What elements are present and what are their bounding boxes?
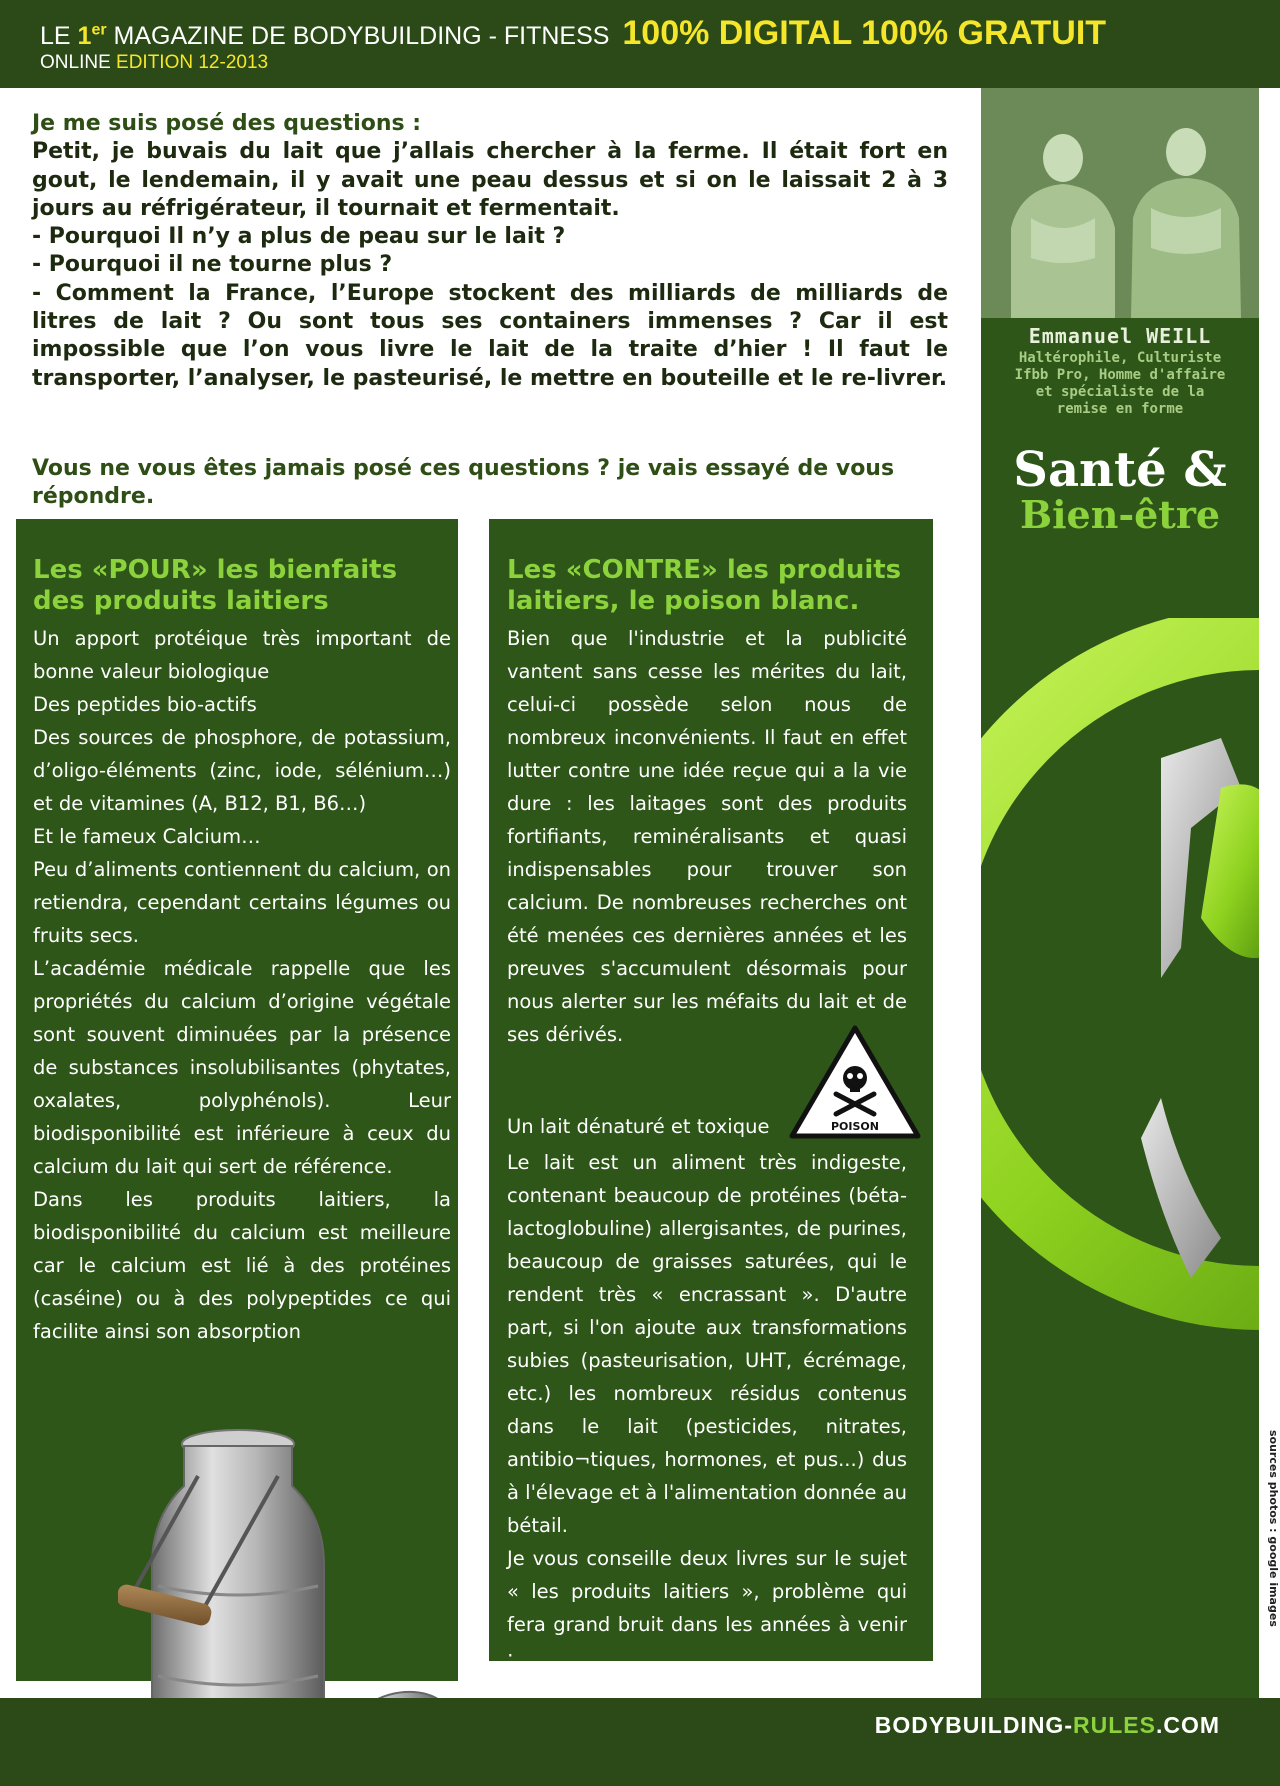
pour-paragraph: Dans les produits laitiers, la biodisponibilité du calcium est meilleure car le calcium est lié à des protéines (caséine) ou à des polypeptides ce qui facilite ainsi son absorption: [33, 1188, 451, 1343]
site-prefix: BODYBUILDING-: [874, 1712, 1073, 1738]
edition-number: EDITION 12-2013: [116, 52, 269, 73]
decorative-ring-icon: [981, 618, 1259, 1378]
author-desc-line: et spécialiste de la: [1035, 384, 1205, 400]
contre-books-paragraph: Je vous conseille deux livres sur le sujet « les produits laitiers », problème qui fera grand bruit dans les années à venir :: [507, 1547, 907, 1669]
pour-body: [33, 622, 451, 1348]
contre-intro: Bien que l'industrie et la publicité vantent sans cesse les mérites du lait, celui-ci possède selon nous de nombreux inconvénients. Il faut en effet lutter contre une idée reçue qui a la vie dure : les laitages sont des produits fortifiants, reminéralisants et quasi indispensables pour trouver son calcium. De nombreuses recherches ont été menées ces dernières années et les preuves s'accumulent désormais pour nous alerter sur les méfaits du lait et de ses dérivés.: [507, 627, 907, 1046]
edition-line: [40, 52, 268, 74]
tagline-highlight: 100% DIGITAL 100% GRATUIT: [622, 14, 1107, 52]
pour-paragraph: L’académie médicale rappelle que les propriétés du calcium d’origine végétale sont souvent diminuées par la présence de substances insolubilisantes (phytates, oxalates, polyphénols). Leur biodisponibilité est inférieure à ceux du calcium du lait qui sert de référence.: [33, 957, 451, 1178]
author-name: Emmanuel WEILL: [1028, 324, 1212, 348]
pour-paragraph: Peu d’aliments contiennent du calcium, on retiendra, cependant certains légumes ou fruits secs.: [33, 858, 451, 947]
section-subtitle: Bien-être: [1019, 492, 1221, 537]
right-sidebar: [981, 88, 1259, 1698]
site-suffix: .COM: [1155, 1712, 1220, 1738]
tagline-prefix: LE: [40, 22, 71, 50]
contre-title: Les «CONTRE» les produits laitiers, le poison blanc.: [507, 555, 902, 616]
pour-paragraph: Des sources de phosphore, de potassium, d’oligo-éléments (zinc, iode, sélénium…) et de vitamines (A, B12, B1, B6…): [33, 726, 451, 815]
pour-paragraph: Un apport protéique très important de bonne valeur biologique: [33, 627, 451, 683]
poison-label: POISON: [831, 1120, 879, 1133]
bodybuilder-photo-icon: [981, 88, 1259, 318]
author-desc-line: Ifbb Pro, Homme d'affaire: [1014, 367, 1226, 383]
author-photo: [981, 88, 1259, 318]
tagline-superscript: er: [91, 21, 107, 39]
intro-closing: Vous ne vous êtes jamais posé ces questions ? je vais essayé de vous répondre.: [32, 456, 895, 509]
tagline-ordinal: 1: [77, 22, 92, 50]
tagline-text: MAGAZINE DE BODYBUILDING - FITNESS: [113, 22, 610, 50]
pour-paragraph: Des peptides bio-actifs: [33, 693, 257, 716]
intro-question: - Pourquoi Il n’y a plus de peau sur le lait ?: [32, 224, 566, 250]
poison-warning-icon: [786, 1022, 924, 1142]
intro-heading: Je me suis posé des questions :: [32, 111, 422, 136]
intro-text: [32, 110, 948, 393]
author-desc-line: remise en forme: [1056, 401, 1184, 417]
footer-website-link[interactable]: [875, 1712, 1220, 1739]
contre-paragraph: Le lait est un aliment très indigeste, contenant beaucoup de protéines (béta-lactoglobuline) allergisantes, de purines, beaucoup de graisses saturées, qui le rendent très « encrassant ». D'autre part, si l'on ajoute aux transformations subies (pasteurisation, UHT, écrémage, etc.) les nombreux résidus contenus dans le lait (pesticides, nitrates, antibio¬tiques, hormones, et pus...) dus à l'élevage et à l'alimentation donnée au bétail.: [507, 1151, 907, 1537]
contre-body: [507, 1146, 907, 1674]
edition-prefix: ONLINE: [40, 52, 111, 73]
section-title: Santé &: [1013, 442, 1227, 498]
site-highlight: RULES: [1072, 1712, 1156, 1738]
pour-title: Les «POUR» les bienfaits des produits laitiers: [33, 555, 398, 616]
photo-sources-text: sources photos : google images: [1267, 1430, 1280, 1627]
intro-paragraph: Petit, je buvais du lait que j’allais chercher à la ferme. Il était fort en gout, le lendemain, il y avait une peau dessus et si on le laissait 2 à 3 jours au réfrigérateur, il tournait et fermentait.: [32, 139, 948, 221]
intro-question: - Pourquoi il ne tourne plus ?: [32, 252, 393, 278]
pour-paragraph: Et le fameux Calcium…: [33, 825, 261, 848]
intro-question: - Comment la France, l’Europe stockent des milliards de milliards de litres de lait ? Ou sont tous ses containers immenses ? Car il est impossible que l’on vous livre le lait de la traite d’hier ! Il faut le transporter, l’analyser, le pasteurisé, le mettre en bouteille et le re-livrer.: [32, 280, 948, 391]
author-description: [981, 350, 1259, 418]
author-desc-line: Haltérophile, Culturiste: [1018, 350, 1222, 366]
photo-sources: [1262, 1430, 1280, 1650]
contre-subtitle: Un lait dénaturé et toxique: [507, 1115, 770, 1138]
magazine-tagline: [40, 14, 1260, 53]
